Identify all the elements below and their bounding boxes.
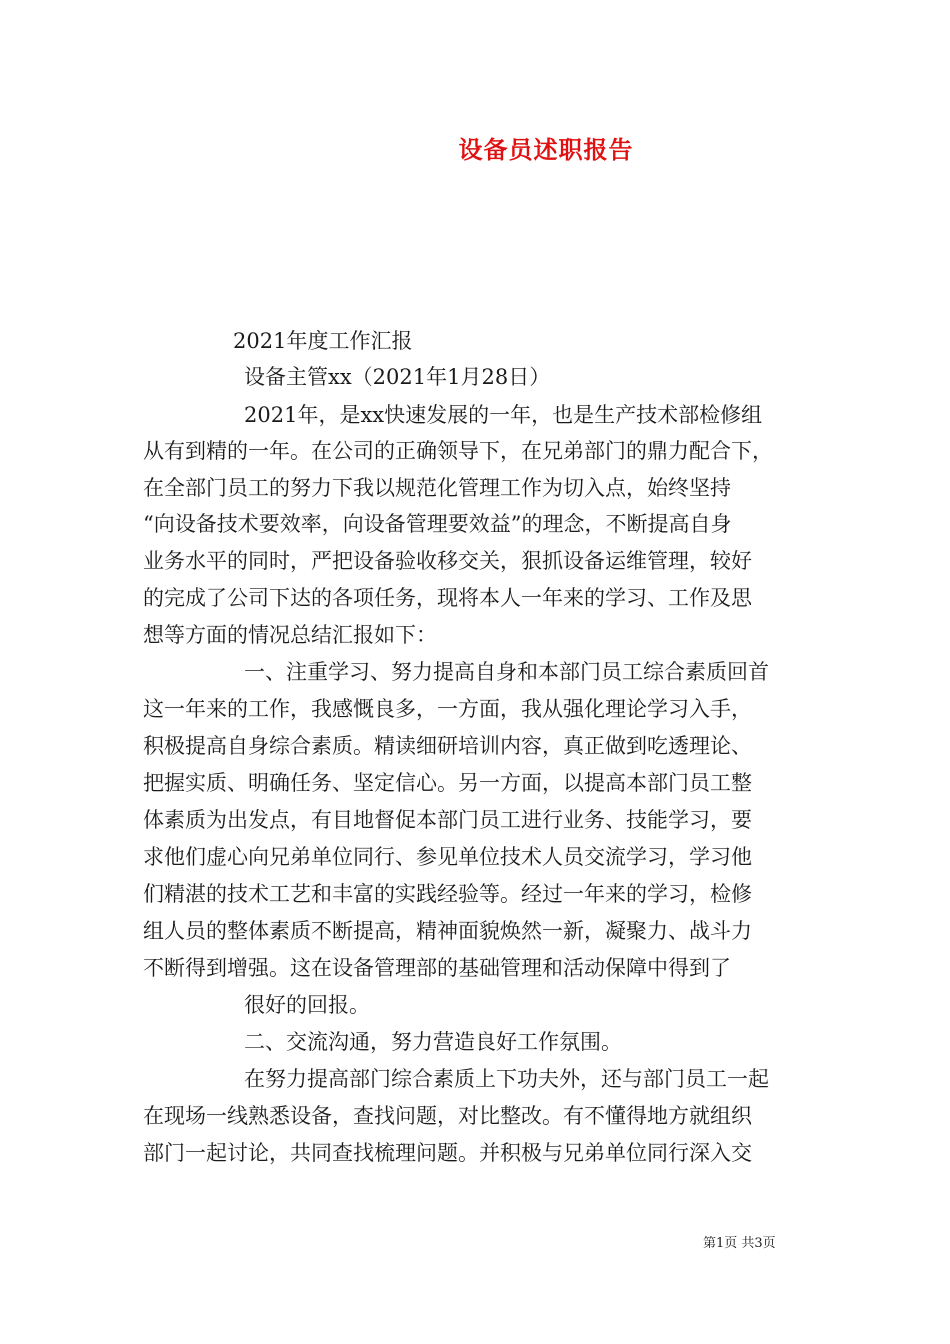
body-line: 在努力提高部门综合素质上下功夫外，还与部门员工一起 <box>244 1067 769 1091</box>
body-line: 很好的回报。 <box>244 993 370 1017</box>
page-number-footer: 第1页 共3页 <box>703 1236 776 1251</box>
body-line: 的完成了公司下达的各项任务，现将本人一年来的学习、工作及思 <box>143 586 752 610</box>
body-line: 想等方面的情况总结汇报如下： <box>143 623 437 647</box>
body-line: 不断得到增强。这在设备管理部的基础管理和活动保障中得到了 <box>143 956 731 980</box>
body-line: 2021年，是xx快速发展的一年，也是生产技术部检修组 <box>244 403 763 427</box>
body-line: 在现场一线熟悉设备，查找问题，对比整改。有不懂得地方就组织 <box>143 1104 752 1128</box>
body-line: 们精湛的技术工艺和丰富的实践经验等。经过一年来的学习，检修 <box>143 882 752 906</box>
body-line: 积极提高自身综合素质。精读细研培训内容，真正做到吃透理论、 <box>143 734 752 758</box>
body-line: 在全部门员工的努力下我以规范化管理工作为切入点，始终坚持 <box>143 476 731 500</box>
document-title: 设备员述职报告 <box>458 136 634 164</box>
body-line: 2021年度工作汇报 <box>233 329 413 353</box>
body-line: 设备主管xx（2021年1月28日） <box>244 365 551 389</box>
body-line: 部门一起讨论，共同查找梳理问题。并积极与兄弟单位同行深入交 <box>143 1141 752 1165</box>
body-line: 从有到精的一年。在公司的正确领导下，在兄弟部门的鼎力配合下， <box>143 439 773 463</box>
body-line: 体素质为出发点，有目地督促本部门员工进行业务、技能学习，要 <box>143 808 752 832</box>
body-line: 这一年来的工作，我感慨良多，一方面，我从强化理论学习入手， <box>143 697 752 721</box>
body-line: 求他们虚心向兄弟单位同行、参见单位技术人员交流学习，学习他 <box>143 845 752 869</box>
body-line: 组人员的整体素质不断提高，精神面貌焕然一新，凝聚力、战斗力 <box>143 919 752 943</box>
body-line: “向设备技术要效率，向设备管理要效益”的理念，不断提高自身 <box>143 512 732 536</box>
body-line: 业务水平的同时，严把设备验收移交关，狠抓设备运维管理，较好 <box>143 549 752 573</box>
body-line: 二、交流沟通，努力营造良好工作氛围。 <box>244 1030 622 1054</box>
body-line: 把握实质、明确任务、坚定信心。另一方面，以提高本部门员工整 <box>143 771 752 795</box>
body-line: 一、注重学习、努力提高自身和本部门员工综合素质回首 <box>244 660 769 684</box>
